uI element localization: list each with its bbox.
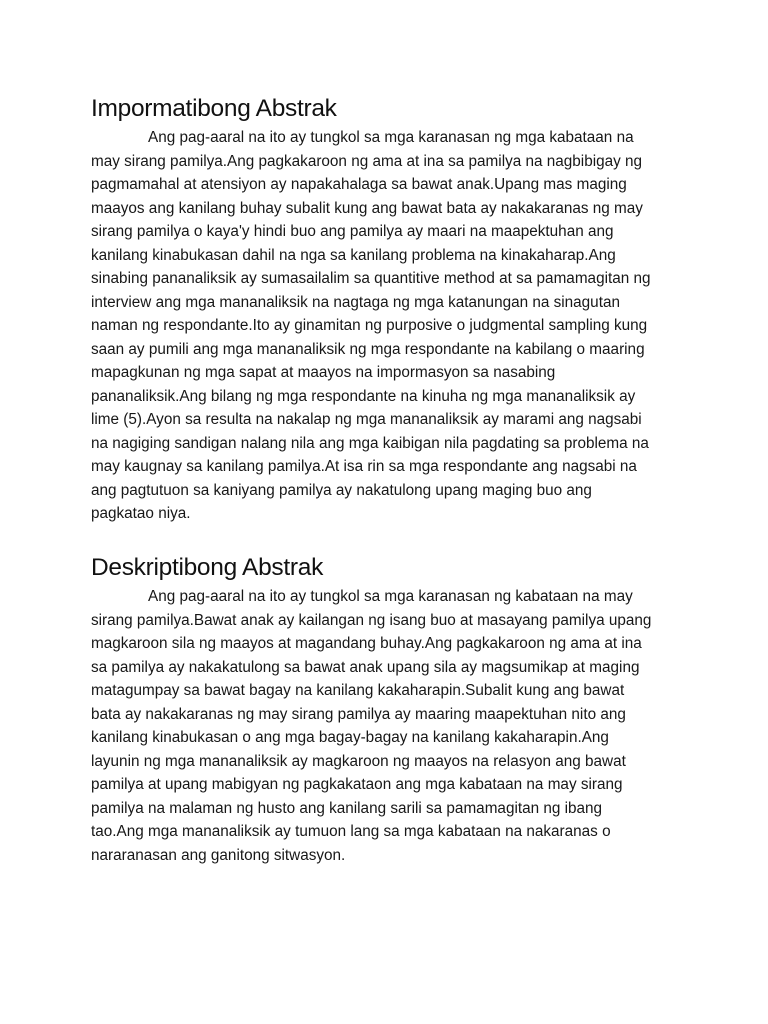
paragraph-line: pagmamahal at atensiyon ay napakahalaga sa bawat anak.Upang mas maging [91, 176, 627, 193]
paragraph-line: kanilang kinabukasan o ang mga bagay-bagay na kanilang kakaharapin.Ang [91, 729, 609, 746]
paragraph-line: pamilya at upang mabigyan ng pagkakataon ang mga kabataan na may sirang [91, 776, 623, 793]
paragraph-deskriptibong-abstrak [91, 585, 691, 867]
paragraph-line: sa pamilya ay nakakatulong sa bawat anak upang sila ay magsumikap at maging [91, 658, 640, 676]
paragraph-line: maayos ang kanilang buhay subalit kung ang bawat bata ay nakakaranas ng may [91, 199, 643, 217]
paragraph-line: may sirang pamilya.Ang pagkakaroon ng ama at ina sa pamilya na nagbibigay ng [91, 152, 643, 170]
paragraph-line: kanilang kinabukasan dahil na nga sa kanilang problema na kinakaharap.Ang [91, 246, 616, 264]
section-heading-impormatibong-abstrak: Impormatibong Abstrak [91, 95, 337, 122]
paragraph-line: bata ay nakakaranas ng may sirang pamilya ay maaring maapektuhan nito ang [91, 705, 626, 723]
paragraph-line: nararanasan ang ganitong sitwasyon. [91, 846, 346, 864]
paragraph-line: Ang pag-aaral na ito ay tungkol sa mga karanasan ng kabataan na may [148, 588, 633, 605]
paragraph-line: sirang pamilya.Bawat anak ay kailangan ng isang buo at masayang pamilya upang [91, 611, 652, 629]
paragraph-line: matagumpay sa bawat bagay na kanilang kakaharapin.Subalit kung ang bawat [91, 682, 625, 699]
paragraph-line: magkaroon sila ng maayos at magandang buhay.Ang pagkakaroon ng ama at ina [91, 635, 642, 652]
paragraph-line: sirang pamilya o kaya'y hindi buo ang pamilya ay maari na maapektuhan ang [91, 223, 614, 240]
paragraph-line: saan ay pumili ang mga mananaliksik ng mga respondante na kabilang o maaring [91, 340, 645, 358]
paragraph-line: Ang pag-aaral na ito ay tungkol sa mga karanasan ng mga kabataan na [148, 129, 634, 146]
paragraph-impormatibong-abstrak [91, 126, 691, 526]
paragraph-line: ang pagtutuon sa kaniyang pamilya ay nakatulong upang maging buo ang [91, 481, 592, 499]
paragraph-line: naman ng respondante.Ito ay ginamitan ng purposive o judgmental sampling kung [91, 317, 648, 334]
section-heading-deskriptibong-abstrak: Deskriptibong Abstrak [91, 554, 324, 581]
paragraph-line: interview ang mga mananaliksik na nagtaga ng mga katanungan na sinagutan [91, 293, 620, 311]
paragraph-line: mapagkunan ng mga sapat at maayos na impormasyon sa nasabing [91, 364, 556, 381]
paragraph-line: sinabing pananaliksik ay sumasailalim sa quantitive method at sa pamamagitan ng [91, 270, 651, 287]
paragraph-line: may kaugnay sa kanilang pamilya.At isa rin sa mga respondante ang nagsabi na [91, 458, 637, 475]
paragraph-line: pagkatao niya. [91, 505, 191, 522]
paragraph-line: pamilya na malaman ng husto ang kanilang sarili sa pamamagitan ng ibang [91, 799, 603, 817]
paragraph-line: pananaliksik.Ang bilang ng mga respondante na kinuha ng mga mananaliksik ay [91, 387, 636, 405]
paragraph-line: na nagiging sandigan nalang nila ang mga kaibigan nila pagdating sa problema na [91, 434, 649, 452]
paragraph-line: layunin ng mga mananaliksik ay magkaroon ng maayos na relasyon ang bawat [91, 752, 626, 770]
paragraph-line: tao.Ang mga mananaliksik ay tumuon lang sa mga kabataan na nakaranas o [91, 823, 611, 840]
paragraph-line: lime (5).Ayon sa resulta na nakalap ng mga mananaliksik ay marami ang nagsabi [91, 411, 642, 428]
